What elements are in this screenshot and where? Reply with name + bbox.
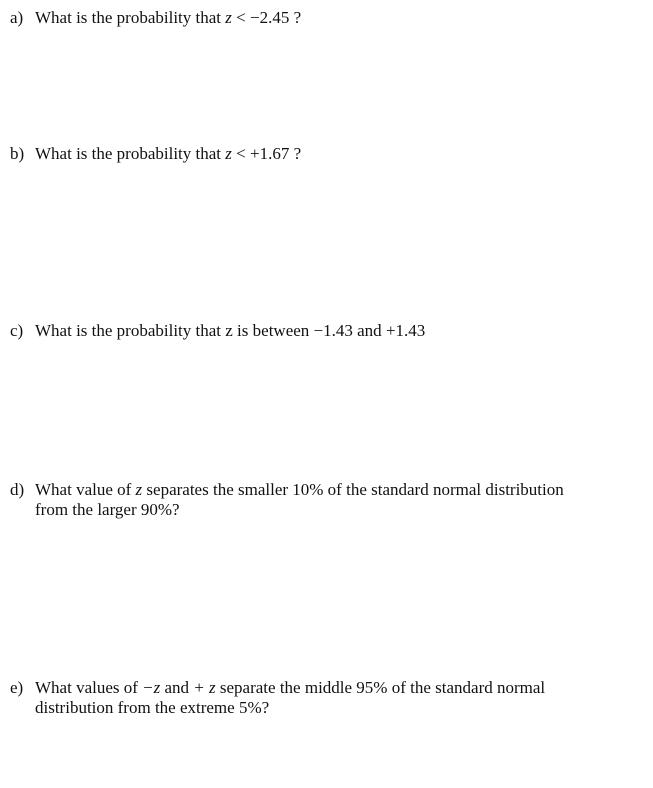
- question-d-variable: z: [135, 480, 143, 499]
- question-b-letter: b): [10, 144, 25, 163]
- question-d-line-1: [10, 480, 630, 500]
- question-d: [10, 480, 630, 520]
- question-b-end: ?: [289, 144, 302, 163]
- question-a-end: ?: [289, 8, 302, 27]
- question-c-value-1: −1.43: [313, 321, 353, 340]
- question-e-negative-variable: −z: [142, 678, 161, 697]
- question-c-and: and: [352, 321, 386, 340]
- question-a-expression: < −2.45: [231, 8, 290, 27]
- question-c-text: What is the probability that z is between: [35, 321, 314, 340]
- question-d-line-2: from the larger 90%?: [35, 500, 180, 519]
- question-e-text-pre: What values of: [35, 678, 143, 697]
- question-c-letter: c): [10, 321, 24, 340]
- question-e-line-1: [10, 678, 630, 698]
- question-b-expression: < +1.67: [231, 144, 290, 163]
- question-e: [10, 678, 630, 718]
- question-a-letter: a): [10, 8, 24, 27]
- question-e-line-2: distribution from the extreme 5%?: [35, 698, 270, 717]
- question-e-text-post: separate the middle 95% of the standard normal: [215, 678, 546, 697]
- question-e-and: and: [160, 678, 194, 697]
- question-b-variable: z: [225, 144, 232, 163]
- question-d-letter: d): [10, 480, 25, 499]
- question-a-line: [10, 8, 630, 28]
- question-c: [10, 321, 630, 341]
- question-a: [10, 8, 630, 28]
- question-e-positive-variable: + z: [193, 678, 216, 697]
- question-d-text-pre: What value of: [35, 480, 136, 499]
- question-c-value-2: +1.43: [385, 321, 426, 340]
- question-b-line: [10, 144, 630, 164]
- question-d-text-post: separates the smaller 10% of the standard normal distribution: [142, 480, 564, 499]
- question-b: [10, 144, 630, 164]
- question-a-text: What is the probability that: [35, 8, 226, 27]
- question-b-text: What is the probability that: [35, 144, 226, 163]
- question-c-line: [10, 321, 630, 341]
- question-a-variable: z: [225, 8, 232, 27]
- question-e-letter: e): [10, 678, 24, 697]
